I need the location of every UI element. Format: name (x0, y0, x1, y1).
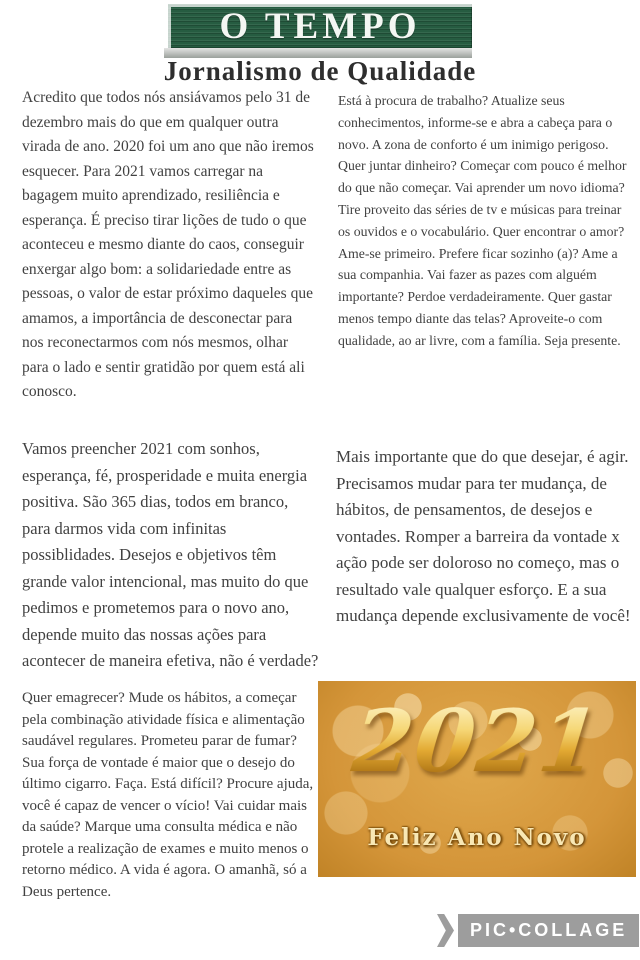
article-paragraph-left-2: Vamos preencher 2021 com sonhos, esperança, fé, prosperidade e muita energia positiva. São 365 dias, todos em branco, para darmos vida com infinitas possiblidades. Desejos e objetivos têm grande valor intencional, mas muito do que pedimos e prometemos para o novo ano, depende muito das nossas ações para acontecer de maneira efetiva, não é verdade? (22, 439, 319, 670)
piccollage-watermark (437, 914, 640, 947)
watermark-label: PIC•COLLAGE (458, 914, 639, 947)
tagline: Jornalismo de Qualidade (163, 56, 477, 86)
otempo-logo (168, 4, 472, 48)
year-2021-text: 2021 (318, 699, 636, 785)
ribbon-left-notch-icon (437, 914, 454, 947)
logo-text: O TEMPO (219, 5, 421, 47)
article-paragraph-left-3: Quer emagrecer? Mude os hábitos, a começar pela combinação atividade física e alimentação saudável regulares. Prometeu parar de fumar? Sua força de vontade é maior que o desejo do último cigarro. Faça. Está difícil? Procure ajuda, você é capaz de vencer o vício! Vai cuidar mais da saúde? Marque uma consulta médica e não protele a realização de exames e muito menos o retorno médico. A vida é agora. O amanhã, só a Deus pertence. (22, 690, 314, 900)
article-paragraph-left-1: Acredito que todos nós ansiávamos pelo 31 de dezembro mais do que em qualquer outra virada de ano. 2020 foi um ano que não iremos esquecer. Para 2021 vamos carregar na bagagem muito aprendizado, resiliência e esperança. É preciso tirar lições de tudo o que aconteceu e mesmo diante do caos, conseguir enxergar algo bom: a solidariedade entre as pessoas, o valor de estar próximo daqueles que amamos, a importância de desconectar para nos reconectarmos com nós mesmos, olhar para o lado e sentir gratidão por quem está ali conosco. (22, 89, 314, 400)
new-year-card (318, 681, 636, 877)
article-paragraph-right-1: Está à procura de trabalho? Atualize seus conhecimentos, informe-se e abra a cabeça para o novo. A zona de conforto é um inimigo perigoso. Quer juntar dinheiro? Começar com pouco é melhor do que não começar. Vai aprender um novo idioma? Tire proveito das séries de tv e músicas para treinar os ouvidos e o vocabulário. Quer encontrar o amor? Ame-se primeiro. Prefere ficar sozinho (a)? Ame a sua companhia. Vai fazer as pazes com alguém importante? Perdoe verdadeiramente. Quer gastar menos tempo diante das telas? Aproveite-o com qualidade, ao ar livre, com a família. Seja presente. (338, 93, 627, 348)
feliz-ano-novo-text: Feliz Ano Novo (367, 824, 587, 851)
article-paragraph-right-2: Mais importante que do que desejar, é agir. Precisamos mudar para ter mudança, de hábitos, de pensamentos, de desejos e vontades. Romper a barreira da vontade x ação pode ser doloroso no começo, mas o resultado vale qualquer esforço. E a sua mudança depende exclusivamente de você! (336, 447, 631, 625)
